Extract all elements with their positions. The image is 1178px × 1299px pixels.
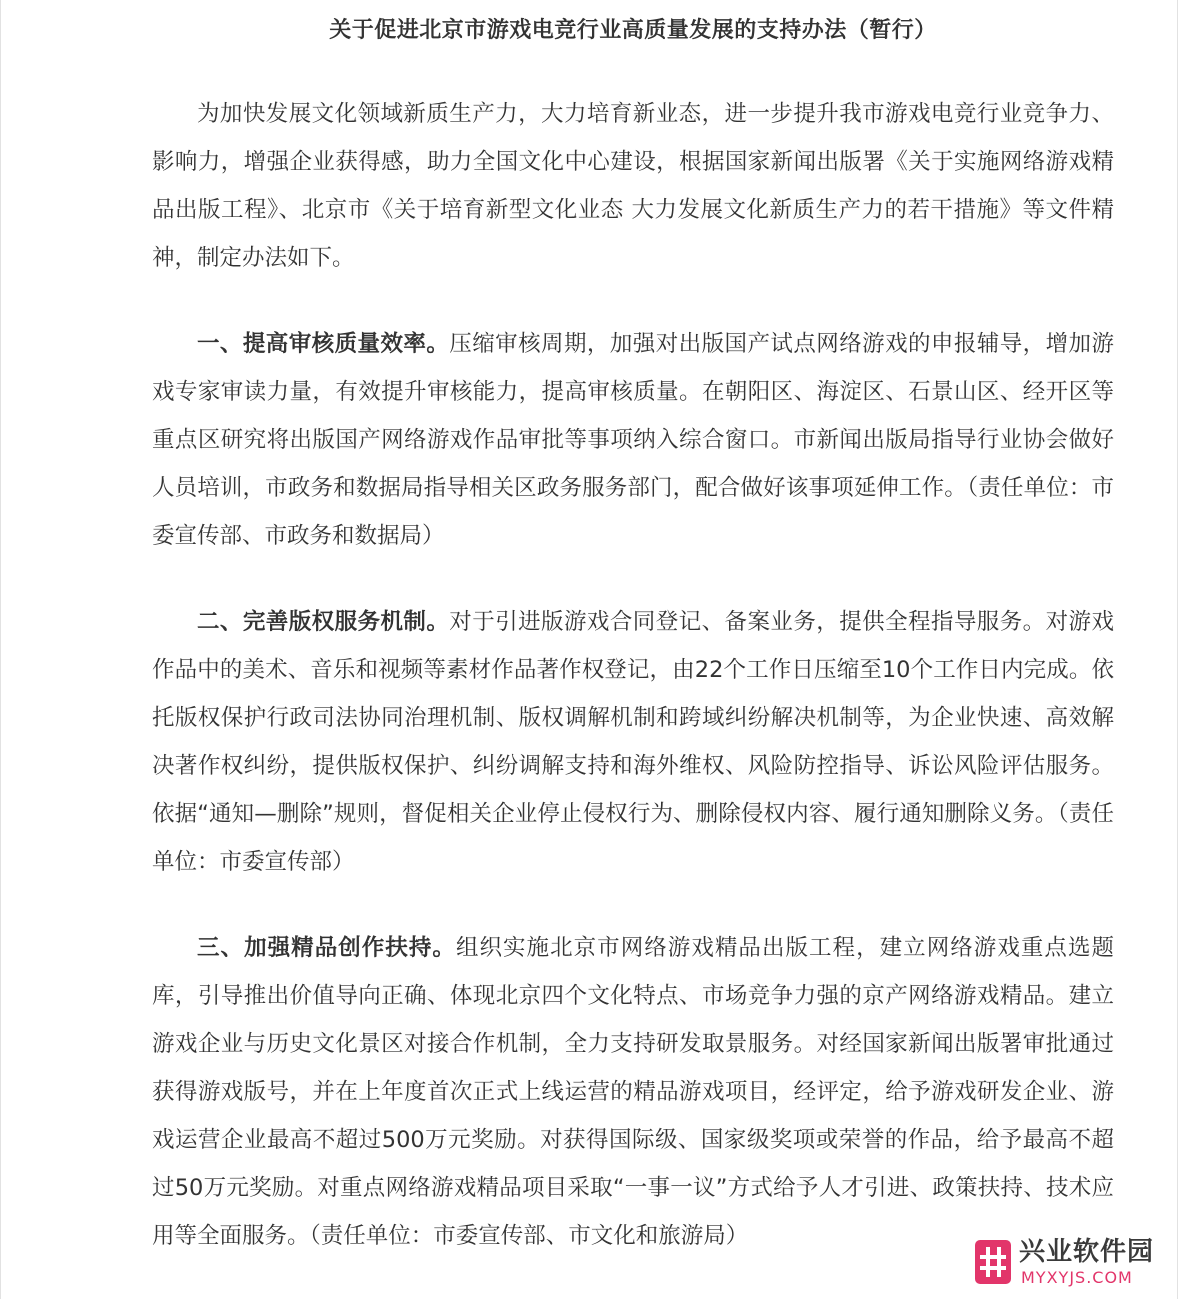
page-border-left (0, 0, 1, 1299)
article (152, 14, 1114, 1298)
watermark-site-url: MYXYJS.COM (1021, 1268, 1133, 1287)
section-1-heading: 一、提高审核质量效率。 (197, 331, 450, 357)
section-3-paragraph (152, 924, 1114, 1260)
hash-grid-icon (975, 1240, 1011, 1284)
watermark-site-name: 兴业软件园 (1019, 1237, 1155, 1267)
section-1-body: 压缩审核周期，加强对出版国产试点网络游戏的申报辅导，增加游戏专家审读力量，有效提升审核能力，提高审核质量。在朝阳区、海淀区、石景山区、经开区等重点区研究将出版国产网络游戏作品审批等事项纳入综合窗口。市新闻出版局指导行业协会做好人员培训，市政务和数据局指导相关区政务服务部门，配合做好该事项延伸工作。（责任单位：市委宣传部、市政务和数据局） (152, 331, 1114, 549)
intro-paragraph: 为加快发展文化领域新质生产力，大力培育新业态，进一步提升我市游戏电竞行业竞争力、影响力，增强企业获得感，助力全国文化中心建设，根据国家新闻出版署《关于实施网络游戏精品出版工程》、北京市《关于培育新型文化业态 大力发展文化新质生产力的若干措施》等文件精神，制定办法如下。 (152, 101, 1114, 271)
section-2-heading: 二、完善版权服务机制。 (197, 609, 450, 635)
site-watermark (975, 1236, 1170, 1292)
section-1-paragraph (152, 320, 1114, 560)
document-title: 关于促进北京市游戏电竞行业高质量发展的支持办法（暂行） (329, 18, 937, 43)
section-2-paragraph (152, 598, 1114, 886)
section-3-body: 组织实施北京市网络游戏精品出版工程，建立网络游戏重点选题库，引导推出价值导向正确、体现北京四个文化特点、市场竞争力强的京产网络游戏精品。建立游戏企业与历史文化景区对接合作机制，全力支持研发取景服务。对经国家新闻出版署审批通过获得游戏版号，并在上年度首次正式上线运营的精品游戏项目，经评定，给予游戏研发企业、游戏运营企业最高不超过500万元奖励。对获得国际级、国家级奖项或荣誉的作品，给予最高不超过50万元奖励。对重点网络游戏精品项目采取“一事一议”方式给予人才引进、政策扶持、技术应用等全面服务。（责任单位：市委宣传部、市文化和旅游局） (152, 935, 1114, 1249)
section-3-heading: 三、加强精品创作扶持。 (197, 935, 456, 961)
section-2-body: 对于引进版游戏合同登记、备案业务，提供全程指导服务。对游戏作品中的美术、音乐和视频等素材作品著作权登记，由22个工作日压缩至10个工作日内完成。依托版权保护行政司法协同治理机制、版权调解机制和跨域纠纷解决机制等，为企业快速、高效解决著作权纠纷，提供版权保护、纠纷调解支持和海外维权、风险防控指导、诉讼风险评估服务。依据“通知—删除”规则，督促相关企业停止侵权行为、删除侵权内容、履行通知删除义务。（责任单位：市委宣传部） (152, 609, 1114, 875)
